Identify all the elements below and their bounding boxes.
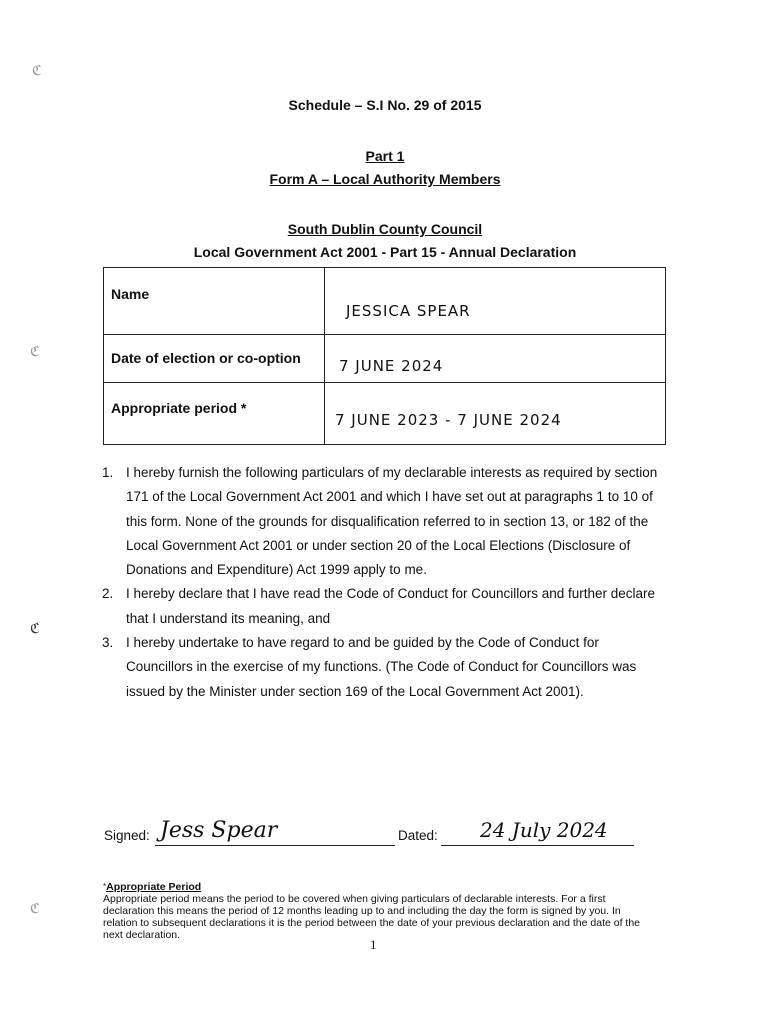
scan-mark: ℭ [30, 343, 40, 359]
declaration-item [102, 582, 662, 631]
footnote [103, 881, 648, 941]
appropriate-period-label: Appropriate period * [111, 400, 247, 416]
date-line [441, 845, 634, 846]
council-name: South Dublin County Council [287, 221, 483, 237]
declaration-item [102, 461, 662, 582]
declaration-text: I hereby undertake to have regard to and be guided by the Code of Conduct for Councillors in the exercise of my functions. (The Code of Conduct for Councillors was issued by the Minister under section 169 of the Local Government Act 2001). [126, 635, 637, 699]
name-label: Name [111, 286, 150, 302]
form-title: Form A – Local Authority Members [269, 171, 501, 187]
footnote-marker: * [103, 882, 107, 891]
declarations-list [102, 461, 662, 704]
declaration-number: 1. [102, 465, 114, 480]
scan-mark: ℭ [30, 620, 40, 636]
signature-line [155, 845, 395, 846]
declaration-number: 3. [102, 635, 114, 651]
signature-handwritten: Jess Spear [160, 818, 278, 843]
schedule-title: Schedule – S.I No. 29 of 2015 [288, 97, 482, 113]
election-date-value: 7 JUNE 2024 [339, 357, 444, 375]
declaration-item [102, 631, 662, 704]
declaration-table [103, 267, 666, 445]
part-title: Part 1 [365, 148, 405, 164]
declaration-text: I hereby declare that I have read the Code of Conduct for Councillors and further declare that I understand its meaning, and [126, 586, 656, 626]
footnote-title: Appropriate Period [106, 881, 202, 893]
name-value: JESSICA SPEAR [346, 302, 471, 320]
declaration-number: 2. [102, 586, 114, 602]
scan-mark: ℭ [32, 62, 42, 78]
declaration-text: I hereby furnish the following particulars of my declarable interests as required by section 171 of the Local Government Act 2001 and which I have set out at paragraphs 1 to 10 of this form. None of the grounds for disqualification referred to in section 13, or 182 of the Local Government Act 2001 or under section 20 of the Local Elections (Disclosure of Donations and Expenditure) Act 1999 apply to me. [126, 465, 658, 578]
dated-label: Dated: [398, 828, 438, 843]
footnote-text: Appropriate period means the period to be covered when giving particulars of declarable interests. For a first declaration this means the period of 12 months leading up to and including the day the form is signed by you. In relation to subsequent declarations it is the period between the date of your previous declaration and the date of the next declaration. [103, 893, 641, 941]
date-handwritten: 24 July 2024 [480, 818, 608, 842]
election-date-label: Date of election or co-option [111, 350, 301, 366]
page-number: 1 [370, 937, 377, 952]
scan-mark: ℭ [30, 900, 40, 916]
appropriate-period-value: 7 JUNE 2023 - 7 JUNE 2024 [335, 411, 562, 429]
act-title: Local Government Act 2001 - Part 15 - Annual Declaration [193, 244, 577, 260]
signed-label: Signed: [104, 828, 150, 843]
